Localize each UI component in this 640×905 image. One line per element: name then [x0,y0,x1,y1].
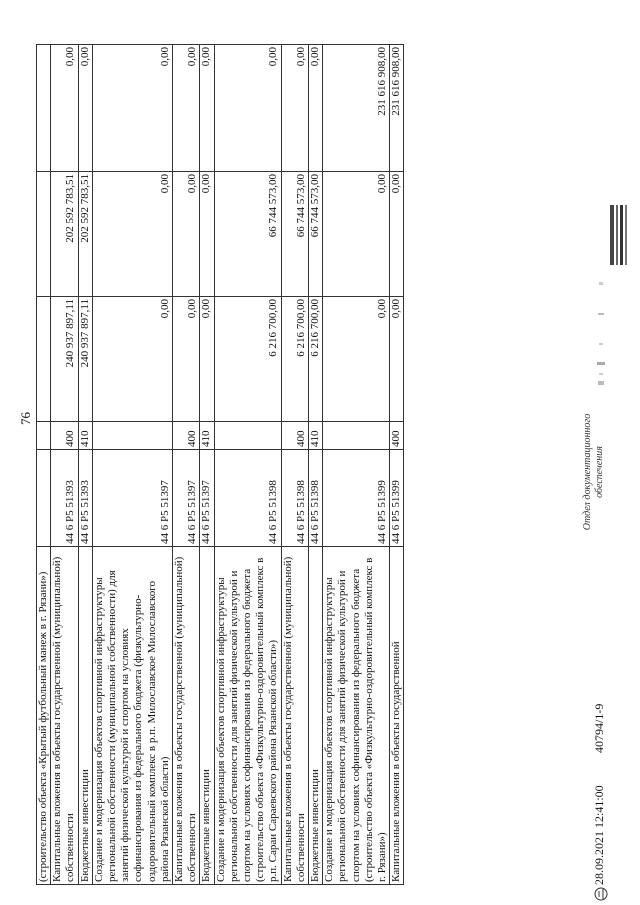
row-code: 44 6 P5 51397 [92,450,172,547]
row-text: Создание и модернизация объектов спортивной инфраструктуры региональной собственности (муниципальной собственности) для занятий физической культурой и спортом на условиях софинансирования из федерального бюджета (физкультурно-оздоровительный комплекс в р.п. Милославское Милославского района Рязанской области) [92,547,172,885]
row-value-2: 0,00 [200,172,214,297]
row-value-1: 0,00 [390,297,404,422]
scan-artifact-marks [595,255,607,385]
row-code: 44 6 P5 51399 [390,450,404,547]
row-vr [214,422,281,450]
page-number: 76 [18,412,33,425]
row-code: 44 6 P5 51393 [78,450,92,547]
row-code: 44 6 P5 51393 [51,450,78,547]
table-row [92,45,172,885]
row-text: (строительство объекта «Крытый футбольный манеж в г. Рязани») [37,547,51,885]
row-text: Создание и модернизация объектов спортивной инфраструктуры региональной собственности для занятий физической культурой и спортом на условиях софинансирования из федерального бюджета (строительство объекта «Физкультурно-оздоровительный комплекс в р.п. Сараи Сараевского района Рязанской области») [214,547,281,885]
row-text: Капитальные вложения в объекты государственной (муниципальной) собственности [173,547,200,885]
row-value-1: 6 216 700,00 [309,297,323,422]
row-vr: 410 [309,422,323,450]
archive-logo-icon [594,887,608,901]
row-value-3: 0,00 [200,45,214,172]
row-value-1: 0,00 [173,297,200,422]
row-value-3: 0,00 [78,45,92,172]
barcode-fragment [610,195,630,265]
budget-table [36,44,404,885]
row-vr: 400 [390,422,404,450]
table-row [309,45,323,885]
row-code: 44 6 P5 51397 [200,450,214,547]
row-vr [37,422,51,450]
table-row [214,45,281,885]
row-vr: 410 [78,422,92,450]
row-code: 44 6 P5 51397 [173,450,200,547]
row-value-2: 0,00 [173,172,200,297]
row-value-2: 66 744 573,00 [214,172,281,297]
row-value-3 [37,45,51,172]
row-code: 44 6 P5 51398 [214,450,281,547]
row-vr: 400 [51,422,78,450]
table-row [37,45,51,885]
row-code: 44 6 P5 51398 [309,450,323,547]
row-value-3: 231 616 908,00 [323,45,390,172]
row-vr [323,422,390,450]
row-text: Бюджетные инвестиции [309,547,323,885]
table-row [200,45,214,885]
row-value-3: 0,00 [309,45,323,172]
row-text: Капитальные вложения в объекты государственной (муниципальной) собственности [51,547,78,885]
row-code: 44 6 P5 51399 [323,450,390,547]
table-row [51,45,78,885]
row-text: Капитальные вложения в объекты государственной [390,547,404,885]
footer-document-number: 40794/1-9 [592,703,606,753]
row-value-3: 0,00 [92,45,172,172]
row-value-2: 202 592 783,51 [78,172,92,297]
row-vr: 410 [200,422,214,450]
row-value-2: 66 744 573,00 [281,172,308,297]
table-row [78,45,92,885]
table-row [281,45,308,885]
row-vr: 400 [173,422,200,450]
row-value-3: 0,00 [281,45,308,172]
row-value-2: 66 744 573,00 [309,172,323,297]
table-row [173,45,200,885]
table-row [323,45,390,885]
table-row [390,45,404,885]
row-value-1: 6 216 700,00 [281,297,308,422]
row-value-1: 240 937 897,11 [51,297,78,422]
row-value-3: 231 616 908,00 [390,45,404,172]
row-value-1: 0,00 [92,297,172,422]
row-text: Капитальные вложения в объекты государственной (муниципальной) собственности [281,547,308,885]
row-code: 44 6 P5 51398 [281,450,308,547]
row-vr [92,422,172,450]
row-value-2: 202 592 783,51 [51,172,78,297]
row-text: Бюджетные инвестиции [200,547,214,885]
row-vr: 400 [281,422,308,450]
row-value-2: 0,00 [323,172,390,297]
department-stamp: Отдел документационного обеспечения [582,413,605,531]
row-value-1: 0,00 [200,297,214,422]
row-value-1: 240 937 897,11 [78,297,92,422]
row-value-2 [37,172,51,297]
row-text: Создание и модернизация объектов спортивной инфраструктуры региональной собственности для занятий физической культурой и спортом на условиях софинансирования из федерального бюджета (строительство объекта «Физкультурно-оздоровительный комплекс в г. Рязани») [323,547,390,885]
row-text: Бюджетные инвестиции [78,547,92,885]
row-value-3: 0,00 [51,45,78,172]
row-value-2: 0,00 [390,172,404,297]
row-value-3: 0,00 [214,45,281,172]
row-value-1: 6 216 700,00 [214,297,281,422]
footer-datetime: 28.09.2021 12:41:00 [592,785,606,885]
row-code [37,450,51,547]
row-value-1: 0,00 [323,297,390,422]
row-value-3: 0,00 [173,45,200,172]
row-value-2: 0,00 [92,172,172,297]
row-value-1 [37,297,51,422]
